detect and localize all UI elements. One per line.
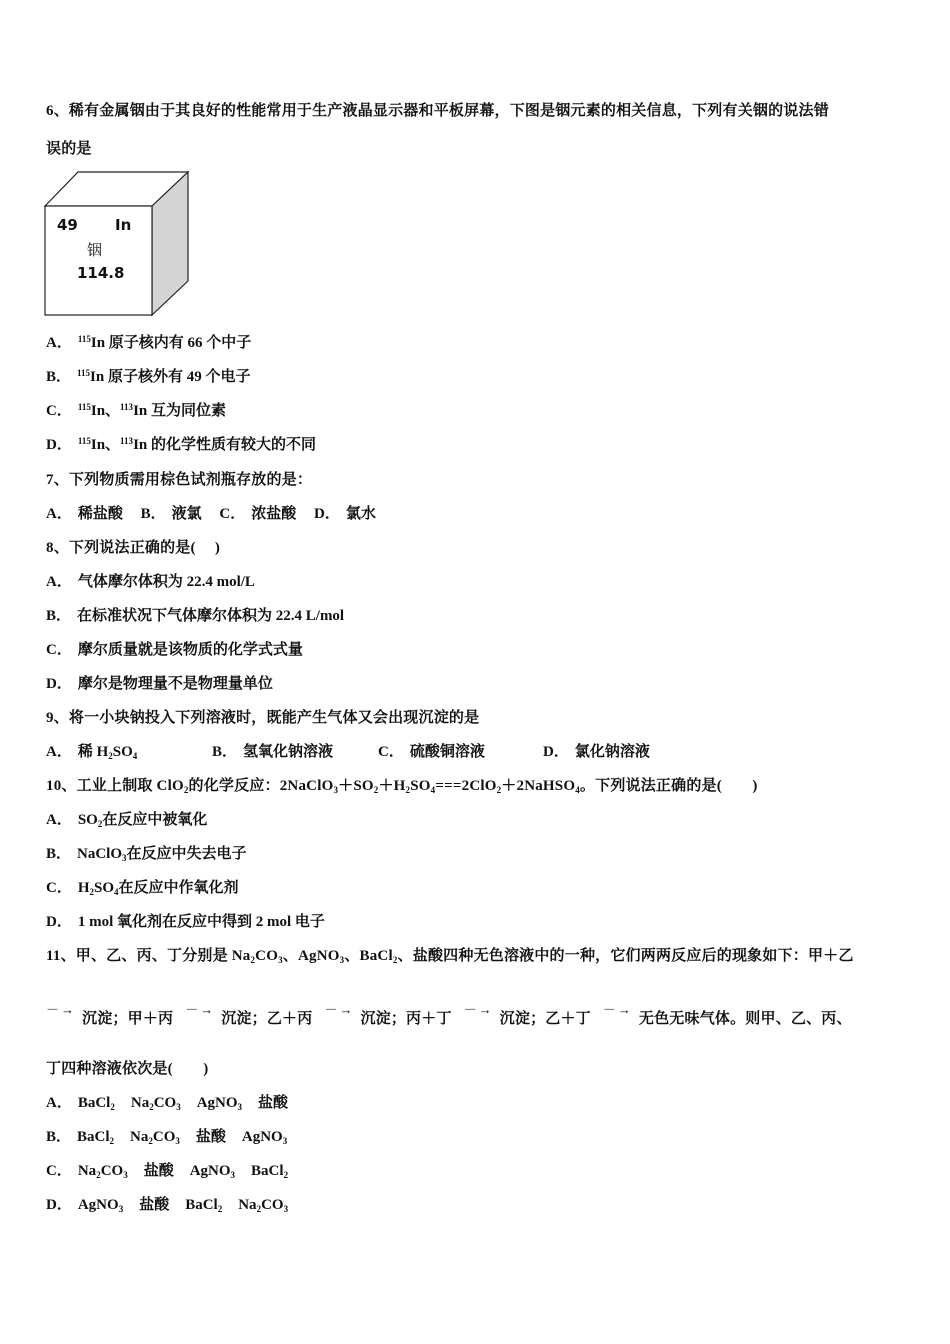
q8-stem: 8、下列说法正确的是( )	[46, 540, 221, 556]
q7-option-a[interactable]: A． 稀盐酸	[46, 506, 123, 522]
q6-option-a[interactable]: A． $^{115}$In 原子核内有 66 个中子	[46, 334, 252, 351]
q7-options-row	[46, 504, 376, 524]
q7-option-b[interactable]: B． 液氯	[140, 506, 202, 522]
q6-option-b[interactable]: B． $^{115}$In 原子核外有 49 个电子	[46, 368, 251, 385]
q11-stem-line2: －→沉淀；甲＋丙－→沉淀；乙＋丙－→沉淀；丙＋丁－→沉淀；乙＋丁－→无色无味气体。则甲、乙、丙、	[46, 1002, 852, 1027]
q7-option-d[interactable]: D． 氯水	[314, 506, 376, 522]
q11-option-c[interactable]: C． $Na_2CO_3$ 盐酸 AgNO$_3$ BaCl$_2$	[46, 1163, 289, 1180]
reaction-arrow-icon: －→	[324, 1002, 355, 1017]
reaction-arrow-icon: －→	[463, 1002, 494, 1017]
q7-option-c[interactable]: C． 浓盐酸	[219, 506, 297, 522]
q6-option-d[interactable]: D． $^{115}$In、$^{113}$In 的化学性质有较大的不同	[46, 436, 316, 453]
element-symbol: In	[115, 216, 132, 234]
indium-element-card	[44, 171, 190, 317]
q6-stem-line2: 误的是	[46, 141, 92, 157]
q10-option-a[interactable]: A． $SO_2$在反应中被氧化	[46, 812, 208, 829]
q9-option-a[interactable]: A． 稀 $H_2SO_4$	[46, 744, 138, 761]
q9-stem: 9、将一小块钠投入下列溶液时，既能产生气体又会出现沉淀的是	[46, 710, 480, 726]
q8-option-a[interactable]: A． 气体摩尔体积为 22.4 mol/L	[46, 574, 255, 590]
element-name: 铟	[87, 241, 103, 259]
reaction-arrow-icon: －→	[602, 1002, 633, 1017]
q9-option-b[interactable]: B． 氢氧化钠溶液	[212, 744, 334, 760]
q10-option-d[interactable]: D． 1 mol 氧化剂在反应中得到 2 mol 电子	[46, 914, 325, 930]
q11-option-d[interactable]: D． AgNO$_3$ 盐酸 BaCl$_2$ $Na_2CO_3$	[46, 1197, 289, 1214]
q6-stem-line1: 6、稀有金属铟由于其良好的性能常用于生产液晶显示器和平板屏幕，下图是铟元素的相关信息，下列有关铟的说法错	[46, 103, 829, 119]
cube-shape	[44, 171, 190, 317]
q10-stem: 10、工业上制取 ClO$_2$的化学反应：$2NaClO_3+SO_2+H_2SO_4===2ClO_2+2NaHSO_4$。下列说法正确的是( )	[46, 778, 758, 795]
q11-option-a[interactable]: A． BaCl$_2$ $Na_2CO_3$ AgNO$_3$ 盐酸	[46, 1095, 289, 1112]
q6-option-c[interactable]: C． $^{115}$In、$^{113}$In 互为同位素	[46, 402, 226, 419]
reaction-arrow-icon: －→	[185, 1002, 216, 1017]
reaction-arrow-icon: －→	[46, 1002, 77, 1017]
q9-option-d[interactable]: D． 氯化钠溶液	[543, 744, 650, 760]
atomic-number: 49	[57, 216, 78, 234]
q8-option-c[interactable]: C． 摩尔质量就是该物质的化学式式量	[46, 642, 303, 658]
q11-option-b[interactable]: B． BaCl$_2$ $Na_2CO_3$ 盐酸 AgNO$_3$	[46, 1129, 288, 1146]
atomic-mass: 114.8	[77, 264, 125, 282]
q9-option-c[interactable]: C． 硫酸铜溶液	[378, 744, 485, 760]
q7-stem: 7、下列物质需用棕色试剂瓶存放的是：	[46, 472, 313, 488]
q10-option-c[interactable]: C． $H_2SO_4$在反应中作氧化剂	[46, 880, 239, 897]
q11-stem-line1: 11、甲、乙、丙、丁分别是 $Na_2CO_3$、AgNO$_3$、BaCl$_2$、盐酸四种无色溶液中的一种，它们两两反应后的现象如下：甲＋乙	[46, 948, 854, 965]
q10-option-b[interactable]: B． NaClO$_3$在反应中失去电子	[46, 846, 247, 863]
q8-option-b[interactable]: B． 在标准状况下气体摩尔体积为 22.4 L/mol	[46, 608, 345, 624]
q11-stem-line3: 丁四种溶液依次是( )	[46, 1061, 209, 1077]
q8-option-d[interactable]: D． 摩尔是物理量不是物理量单位	[46, 676, 273, 692]
